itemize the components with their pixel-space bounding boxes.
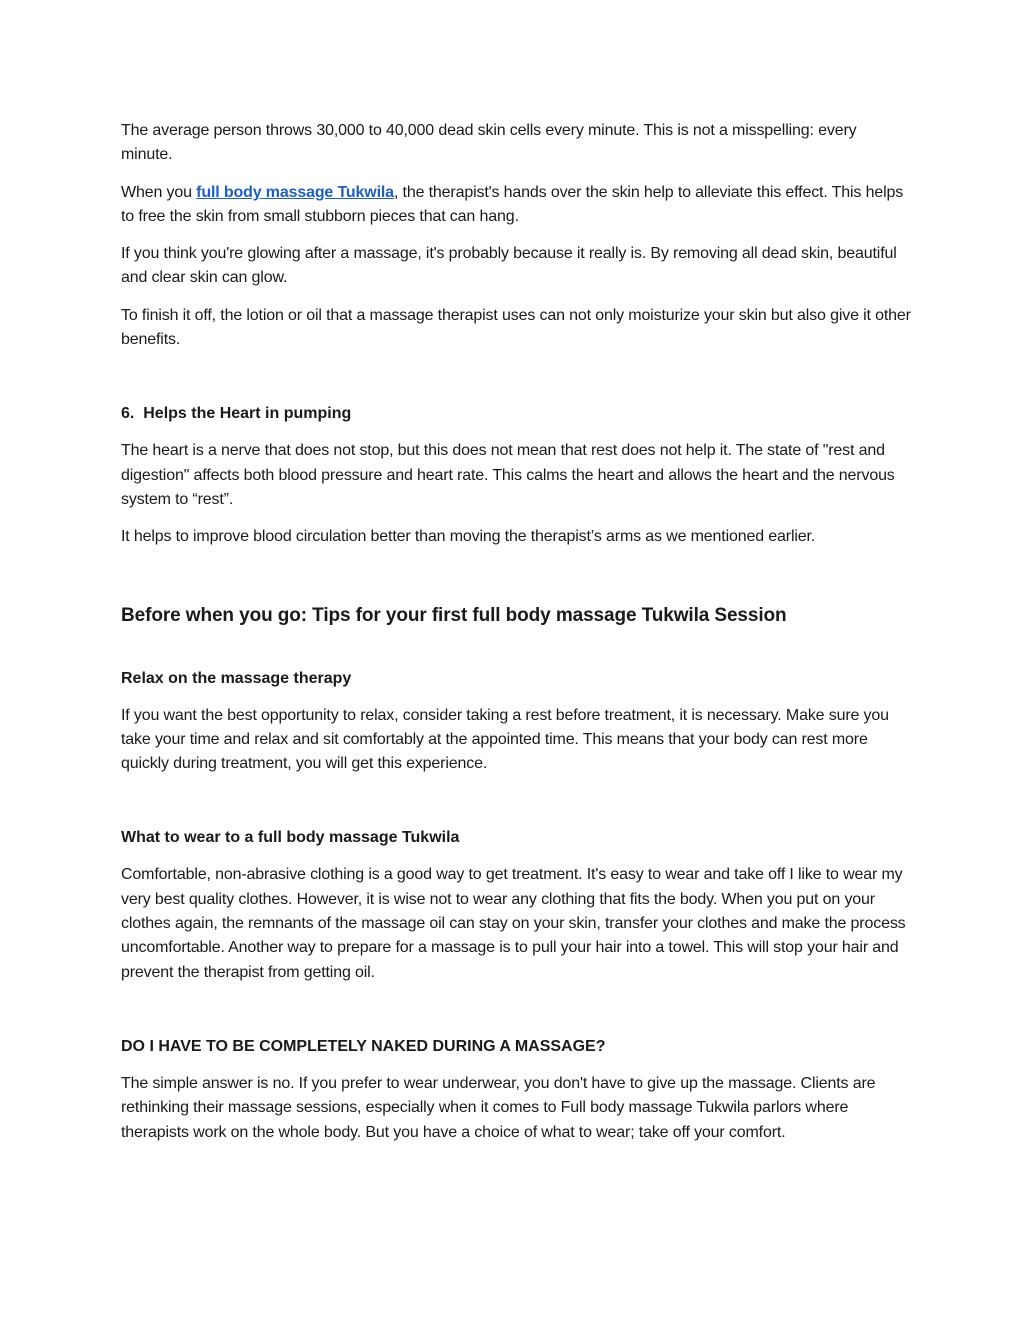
naked-heading: DO I HAVE TO BE COMPLETELY NAKED DURING A MASSAGE? [121,1037,606,1055]
heart-heading: 6. Helps the Heart in pumping [121,405,352,423]
full-body-massage-link[interactable]: full body massage Tukwila [196,183,394,201]
intro-paragraph-4: To finish it off, the lotion or oil that a massage therapist uses can not only moisturize your skin but also give it other benefits. [121,306,911,349]
document-page [121,119,911,1145]
heart-paragraph-1: The heart is a nerve that does not stop, but this does not mean that rest does not help it. The state of "rest and digestion" affects both blood pressure and heart rate. This calms the heart and allows the heart and the nervous system to “rest”. [121,442,895,508]
tips-section-heading: Before when you go: Tips for your first full body massage Tukwila Session [121,604,787,626]
relax-heading: Relax on the massage therapy [121,669,352,687]
intro-paragraph-2 [121,181,911,230]
intro-paragraph-3: If you think you're glowing after a massage, it's probably because it really is. By removing all dead skin, beautiful and clear skin can glow. [121,245,897,287]
wear-heading: What to wear to a full body massage Tukwila [121,829,460,847]
heart-paragraph-2: It helps to improve blood circulation better than moving the therapist’s arms as we mentioned earlier. [121,528,816,546]
relax-paragraph: If you want the best opportunity to relax, consider taking a rest before treatment, it is necessary. Make sure you take your time and relax and sit comfortably at the appointed time. This means that your body can rest more quickly during treatment, you will get this experience. [121,706,889,773]
naked-paragraph: The simple answer is no. If you prefer to wear underwear, you don't have to give up the massage. Clients are rethinking their massage sessions, especially when it comes to Full body massage Tukwila parlors where therapists work on the whole body. But you have a choice of what to wear; take off your comfort. [121,1074,876,1141]
intro-paragraph-2-start: When you [121,183,197,201]
wear-paragraph: Comfortable, non-abrasive clothing is a good way to get treatment. It's easy to wear and take off I like to wear my very best quality clothes. However, it is wise not to wear any clothing that fits the body. When you put on your clothes again, the remnants of the massage oil can stay on your skin, transfer your clothes and make the process uncomfortable. Another way to prepare for a massage is to pull your hair into a towel. This will stop your hair and prevent the therapist from getting oil. [121,866,906,981]
intro-paragraph-1: The average person throws 30,000 to 40,000 dead skin cells every minute. This is not a misspelling: every minute. [121,122,857,164]
intro-paragraph-2-end: , the therapist's hands over the skin help to alleviate this effect. This helps to free the skin from small stubborn pieces that can hang. [121,183,904,225]
